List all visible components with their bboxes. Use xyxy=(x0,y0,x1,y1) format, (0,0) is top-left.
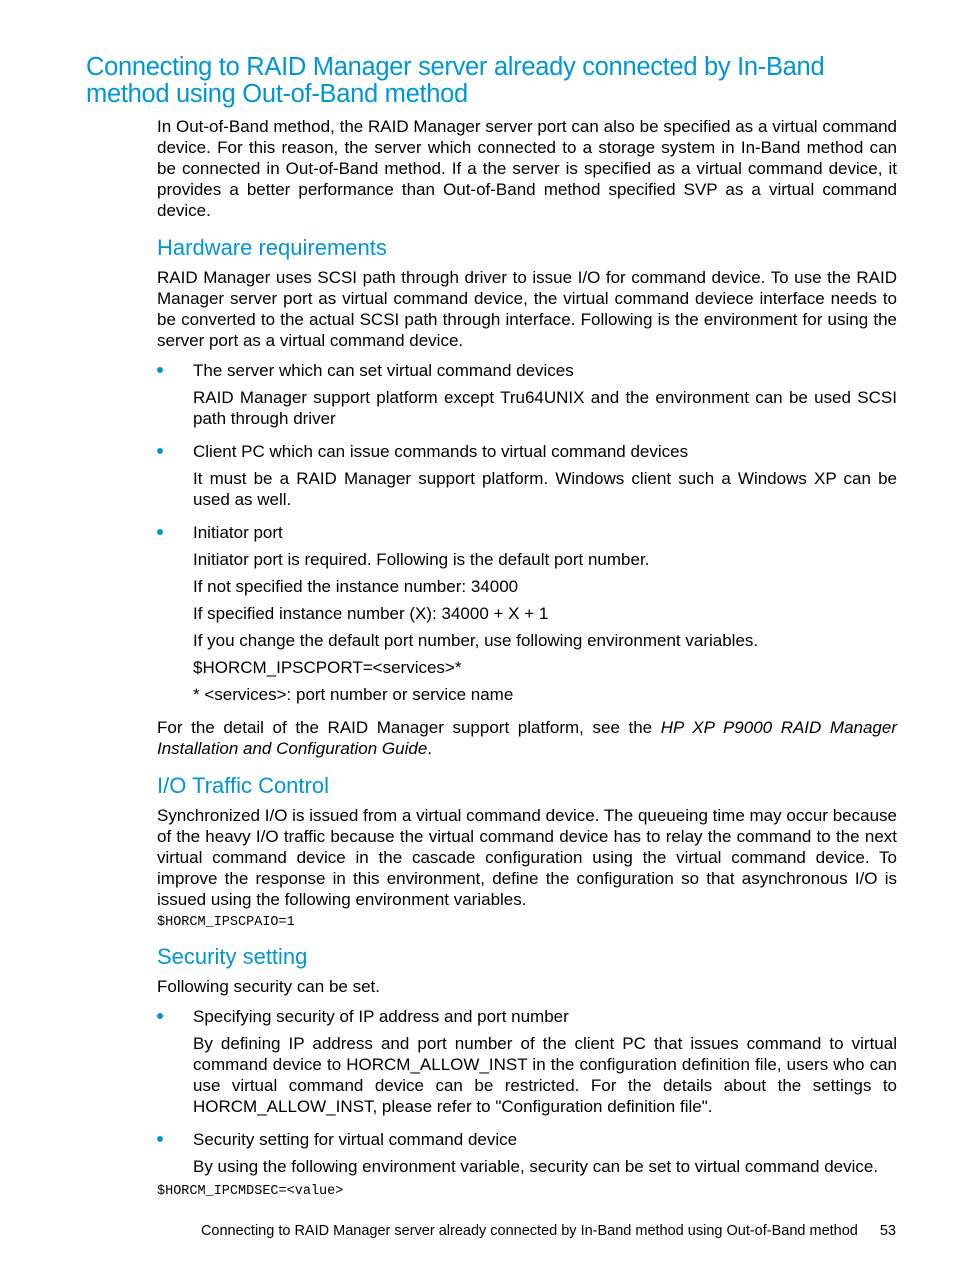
detail-prefix: For the detail of the RAID Manager support platform, see the xyxy=(157,718,661,737)
detail-paragraph xyxy=(157,717,897,759)
hardware-heading: Hardware requirements xyxy=(157,235,387,260)
main-content xyxy=(157,116,897,1213)
bullet-icon xyxy=(157,1013,163,1019)
list-item-text: Initiator port is required. Following is the default port number. xyxy=(193,550,650,569)
list-item-text: * <services>: port number or service name xyxy=(193,685,514,704)
list-item-text: If specified instance number (X): 34000 + X + 1 xyxy=(193,604,549,623)
bullet-icon xyxy=(157,448,163,454)
list-item-text: RAID Manager support platform except Tru64UNIX and the environment can be used SCSI path through driver xyxy=(193,388,897,428)
detail-suffix: . xyxy=(427,739,433,758)
list-item-title: Security setting for virtual command device xyxy=(193,1130,518,1149)
page-number: 53 xyxy=(879,1223,896,1239)
hardware-paragraph: RAID Manager uses SCSI path through driver to issue I/O for command device. To use the RAID Manager server port as virtual command device, the virtual command deviece interface needs to be converted to the actual SCSI path through interface. Following is the environment for using the server port as a virtual command device. xyxy=(157,268,897,350)
list-item xyxy=(157,360,897,429)
bullet-icon xyxy=(157,1136,163,1142)
bullet-icon xyxy=(157,529,163,535)
security-paragraph: Following security can be set. xyxy=(157,977,380,996)
io-paragraph: Synchronized I/O is issued from a virtual command device. The queueing time may occur because of the heavy I/O traffic because the virtual command device has to relay the command to the next virtual command device in the cascade configuration using the virtual command device. To improve the response in this environment, define the configuration so that asynchronous I/O is issued using the following environment variables. xyxy=(157,806,897,909)
list-item-text: By using the following environment variable, security can be set to virtual command device. xyxy=(193,1157,879,1176)
security-code: $HORCM_IPCMDSEC=<value> xyxy=(157,1184,344,1199)
security-heading: Security setting xyxy=(157,944,308,969)
list-item-title: Initiator port xyxy=(193,523,283,542)
list-item-title: Specifying security of IP address and port number xyxy=(193,1007,569,1026)
list-item-text: By defining IP address and port number of the client PC that issues command to virtual command device to HORCM_ALLOW_INST in the configuration definition file, users who can use virtual command device can be restricted. For the details about the settings to HORCM_ALLOW_INST, please refer to "Configuration definition file". xyxy=(193,1034,897,1116)
list-item-text: $HORCM_IPSCPORT=<services>* xyxy=(193,658,462,677)
list-item-text: It must be a RAID Manager support platform. Windows client such a Windows XP can be used as well. xyxy=(193,469,897,509)
io-code: $HORCM_IPSCPAIO=1 xyxy=(157,915,295,930)
list-item xyxy=(157,522,897,705)
list-item xyxy=(157,1006,897,1117)
guide-title: HP XP P9000 RAID Manager Installation and Configuration Guide xyxy=(157,718,897,758)
io-heading: I/O Traffic Control xyxy=(157,773,329,798)
list-item xyxy=(157,441,897,510)
list-item-title: The server which can set virtual command devices xyxy=(193,361,574,380)
list-item-text: If not specified the instance number: 34000 xyxy=(193,577,519,596)
page-footer xyxy=(201,1222,896,1240)
intro-paragraph: In Out-of-Band method, the RAID Manager server port can also be specified as a virtual command device. For this reason, the server which connected to a storage system in In-Band method can be connected in Out-of-Band method. If a the server is specified as a virtual command device, it provides a better performance than Out-of-Band method specified SVP as a virtual command device. xyxy=(157,117,897,220)
bullet-icon xyxy=(157,367,163,373)
list-item-title: Client PC which can issue commands to virtual command devices xyxy=(193,442,689,461)
list-item-text: If you change the default port number, use following environment variables. xyxy=(193,631,759,650)
list-item xyxy=(157,1129,897,1177)
hardware-list xyxy=(157,360,897,705)
footer-text: Connecting to RAID Manager server already connected by In-Band method using Out-of-Band method xyxy=(200,1223,858,1239)
security-list xyxy=(157,1006,897,1177)
page-title: Connecting to RAID Manager server already connected by In-Band method using Out-of-Band method xyxy=(86,53,825,108)
